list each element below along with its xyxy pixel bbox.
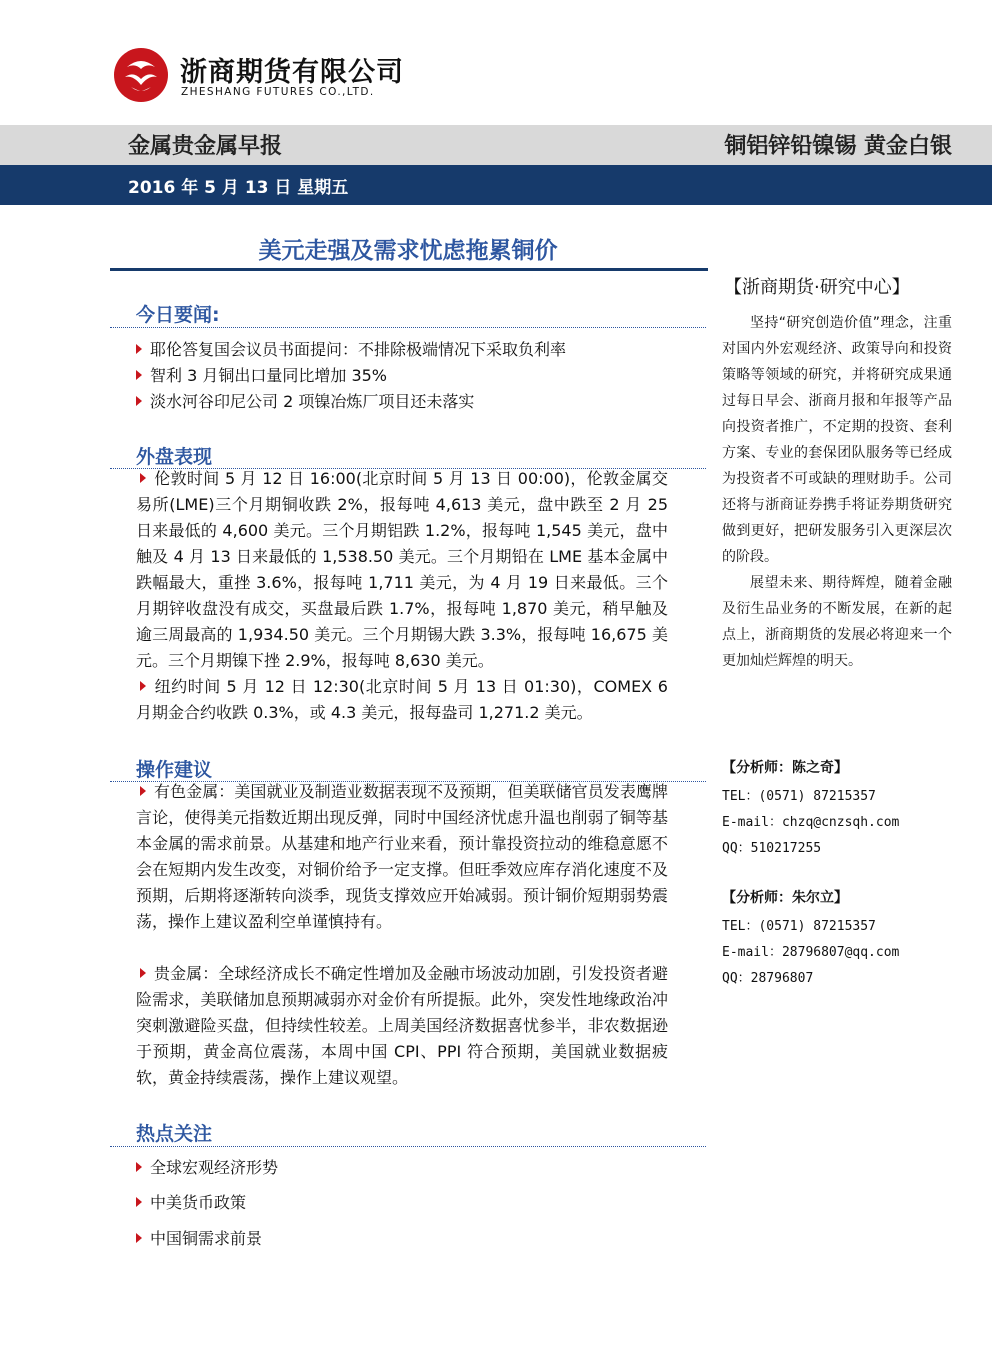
company-name-en: ZHESHANG FUTURES CO.,LTD. <box>181 86 375 98</box>
bullet-arrow-icon <box>136 1162 142 1172</box>
page-title: 美元走强及需求忧虑拖累铜价 <box>258 238 558 264</box>
news-heading: 今日要闻: <box>136 304 220 326</box>
title-divider <box>110 268 708 271</box>
advice-precious-metals-paragraph: 贵金属：全球经济成长不确定性增加及金融市场波动加剧，引发投资者避险需求，美联储加息预期减弱亦对金价有所提振。此外，突发性地缘政治冲突刺激避险买盘，但持续性较差。上周美国经济数据喜忧参半，非农数据逊于预期，黄金高位震荡，本周中国 CPI、PPI 符合预期，美国就业数据疲软，黄金持续震荡，操作上建议观望。 <box>136 964 668 1087</box>
hotspot-item: 中国铜需求前景 <box>136 1226 262 1252</box>
analyst-2-email[interactable]: E-mail：28796807@qq.com <box>722 945 900 960</box>
news-item: 智利 3 月铜出口量同比增加 35% <box>136 363 387 389</box>
analyst-2-tel: TEL：(0571) 87215357 <box>722 919 876 934</box>
hotspot-item: 中美货币政策 <box>136 1190 246 1216</box>
overseas-comex-paragraph: 纽约时间 5 月 12 日 12:30(北京时间 5 月 13 日 01:30)，COMEX 6 月期金合约收跌 0.3%，或 4.3 美元，报每盎司 1,271.2 美元。 <box>136 677 668 722</box>
bullet-arrow-icon <box>140 473 146 483</box>
analyst-1-email[interactable]: E-mail：chzq@cnzsqh.com <box>722 815 900 830</box>
news-item: 耶伦答复国会议员书面提问：不排除极端情况下采取负利率 <box>136 337 566 363</box>
news-item: 淡水河谷印尼公司 2 项镍冶炼厂项目还未落实 <box>136 389 474 415</box>
report-name: 金属贵金属早报 <box>128 134 283 159</box>
analyst-1-qq: QQ：510217255 <box>722 841 822 856</box>
report-date: 2016 年 5 月 13 日 星期五 <box>128 178 349 198</box>
company-logo-icon <box>113 47 169 103</box>
bullet-arrow-icon <box>136 344 142 354</box>
hotspots-heading: 热点关注 <box>136 1123 213 1145</box>
hotspots-divider <box>110 1146 706 1147</box>
bullet-arrow-icon <box>136 396 142 406</box>
analyst-2-qq: QQ：28796807 <box>722 971 814 986</box>
research-center-heading: 【浙商期货·研究中心】 <box>724 277 910 298</box>
company-name-cn: 浙商期货有限公司 <box>180 57 404 88</box>
bullet-arrow-icon <box>140 968 146 978</box>
advice-base-metals-paragraph: 有色金属：美国就业及制造业数据表现不及预期，但美联储官员发表鹰牌言论，使得美元指数近期出现反弹，同时中国经济忧虑升温也削弱了铜等基本金属的需求前景。从基建和地产行业来看，预计靠投资拉动的维稳意愿不会在短期内发生改变，对铜价给予一定支撑。但旺季效应库存消化速度不及预期，后期将逐渐转向淡季，现货支撑效应开始减弱。预计铜价短期弱势震荡，操作上建议盈利空单谨慎持有。 <box>136 782 668 931</box>
analyst-2-title: 【分析师：朱尔立】 <box>722 890 848 906</box>
bullet-arrow-icon <box>136 1197 142 1207</box>
research-center-intro: 坚持“研究创造价值”理念，注重对国内外宏观经济、政策导向和投资策略等领域的研究，并将研究成果通过每日早会、浙商月报和年报等产品向投资者推广，不定期的投资、套利方案、专业的套保团队服务等已经成为投资者不可或缺的理财助手。公司还将与浙商证券携手将证券期货研究做到更好，把研发服务引入更深层次的阶段。 <box>722 315 952 565</box>
bullet-arrow-icon <box>140 681 146 691</box>
advice-heading: 操作建议 <box>136 759 213 781</box>
news-divider <box>110 327 706 328</box>
hotspot-item: 全球宏观经济形势 <box>136 1155 278 1181</box>
bullet-arrow-icon <box>136 370 142 380</box>
analyst-1-tel: TEL：(0571) 87215357 <box>722 789 876 804</box>
metals-list: 铜铝锌铅镍锡 黄金白银 <box>724 134 952 159</box>
analyst-1-title: 【分析师：陈之奇】 <box>722 760 848 776</box>
overseas-lme-paragraph: 伦敦时间 5 月 12 日 16:00(北京时间 5 月 13 日 00:00)，伦敦金属交易所(LME)三个月期铜收跌 2%，报每吨 4,613 美元，盘中跌至 2 月 25 日来最低的 4,600 美元。三个月期铝跌 1.2%，报每吨 1,545 美元，盘中触及 4 月 13 日来最低的 1,538.50 美元。三个月期铅在 LME 基本金属中跌幅最大，重挫 3.6%，报每吨 1,711 美元，为 4 月 19 日来最低。三个月期锌收盘没有成交，买盘最后跌 1.7%，报每吨 1,870 美元，稍早触及逾三周最高的 1,934.50 美元。三个月期锡大跌 3.3%，报每吨 16,675 美元。三个月期镍下挫 2.9%，报每吨 8,630 美元。 <box>136 469 668 670</box>
overseas-heading: 外盘表现 <box>136 446 213 468</box>
bullet-arrow-icon <box>136 1233 142 1243</box>
bullet-arrow-icon <box>140 786 146 796</box>
research-center-outlook: 展望未来、期待辉煌，随着金融及衍生品业务的不断发展，在新的起点上，浙商期货的发展必将迎来一个更加灿烂辉煌的明天。 <box>722 575 952 669</box>
